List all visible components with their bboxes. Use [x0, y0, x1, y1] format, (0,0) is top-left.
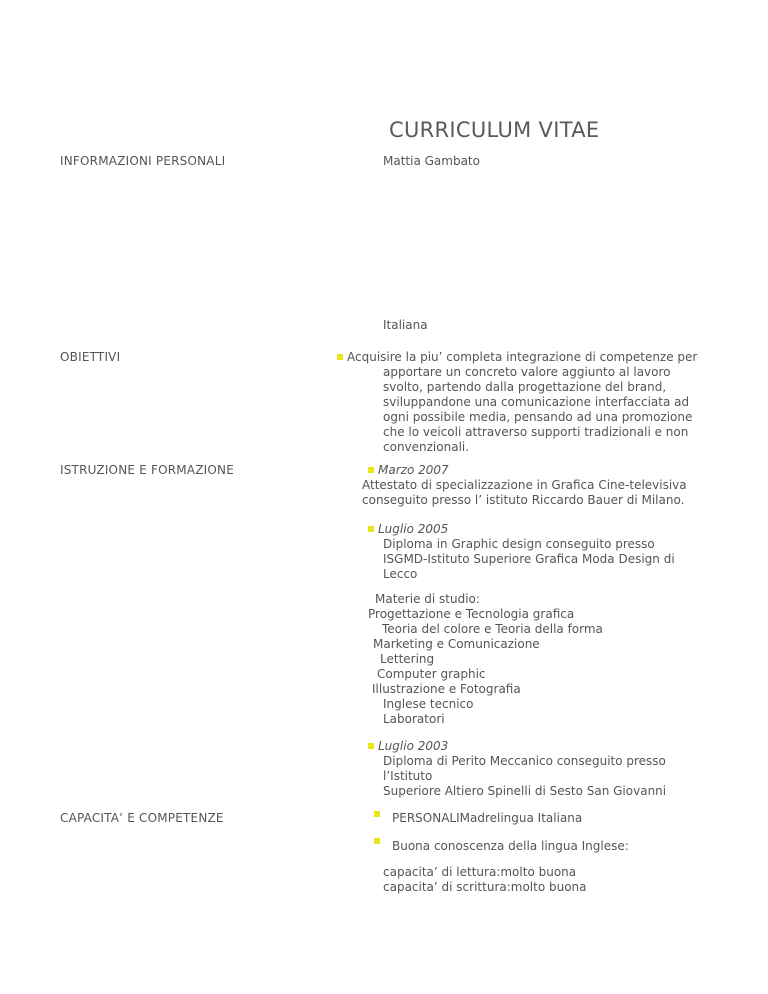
objective-line: sviluppandone una comunicazione interfacciata ad: [383, 395, 690, 409]
subject-item: Laboratori: [383, 712, 445, 726]
subject-item: Illustrazione e Fotografia: [372, 682, 521, 696]
education-entry-2005-date: Luglio 2005: [368, 522, 448, 537]
nationality: Italiana: [383, 318, 428, 332]
bullet-icon: [374, 811, 380, 817]
subjects-list: [368, 592, 603, 727]
education-entry-2003: Diploma di Perito Meccanico conseguito presso l’Istituto Superiore Altiero Spinelli di Sesto San Giovanni: [383, 754, 667, 798]
objective-line: ogni possibile media, pensando ad una promozione: [383, 410, 693, 424]
person-name: Mattia Gambato: [383, 154, 480, 168]
objective-line: Acquisire la piu’ completa integrazione di competenze per: [337, 350, 697, 365]
education-entry-2007-date: Marzo 2007: [368, 463, 449, 478]
objective-line: svolto, partendo dalla progettazione del brand,: [383, 380, 667, 394]
education-entry-2005: Diploma in Graphic design conseguito presso ISGMD-Istituto Superiore Grafica Moda Design di Lecco: [383, 537, 675, 581]
subject-item: Progettazione e Tecnologia grafica: [368, 607, 575, 621]
bullet-icon: [337, 354, 343, 360]
bullet-icon: [368, 743, 374, 749]
objectives-text: [337, 350, 697, 455]
subject-item: Teoria del colore e Teoria della forma: [382, 622, 603, 636]
bullet-icon: [368, 467, 374, 473]
objective-line: convenzionali.: [383, 440, 470, 454]
subject-item: Lettering: [380, 652, 435, 666]
section-label-objectives: OBIETTIVI: [60, 350, 121, 364]
objective-line: apportare un concreto valore aggiunto al lavoro: [383, 365, 671, 379]
bullet-icon: [374, 838, 380, 844]
education-entry-2007: Attestato di specializzazione in Grafica Cine-televisiva conseguito presso l’ istituto Riccardo Bauer di Milano.: [362, 478, 687, 507]
bullet-icon: [368, 526, 374, 532]
skill-english: Buona conoscenza della lingua Inglese:: [392, 839, 629, 853]
objective-line: che lo veicoli attraverso supporti tradizionali e non: [383, 425, 689, 439]
subject-item: Marketing e Comunicazione: [373, 637, 540, 651]
education-entry-2003-date: Luglio 2003: [368, 739, 448, 754]
skill-personal: PERSONALIMadrelingua Italiana: [392, 811, 583, 825]
section-label-skills: CAPACITA’ E COMPETENZE: [60, 811, 224, 825]
subject-item: Computer graphic: [377, 667, 486, 681]
page-title: CURRICULUM VITAE: [389, 118, 600, 142]
subject-item: Inglese tecnico: [383, 697, 474, 711]
subject-item: Materie di studio:: [375, 592, 480, 606]
section-label-personal-info: INFORMAZIONI PERSONALI: [60, 154, 226, 168]
language-levels: capacita’ di lettura:molto buona capacita’ di scrittura:molto buona: [383, 865, 587, 894]
section-label-education: ISTRUZIONE E FORMAZIONE: [60, 463, 234, 477]
